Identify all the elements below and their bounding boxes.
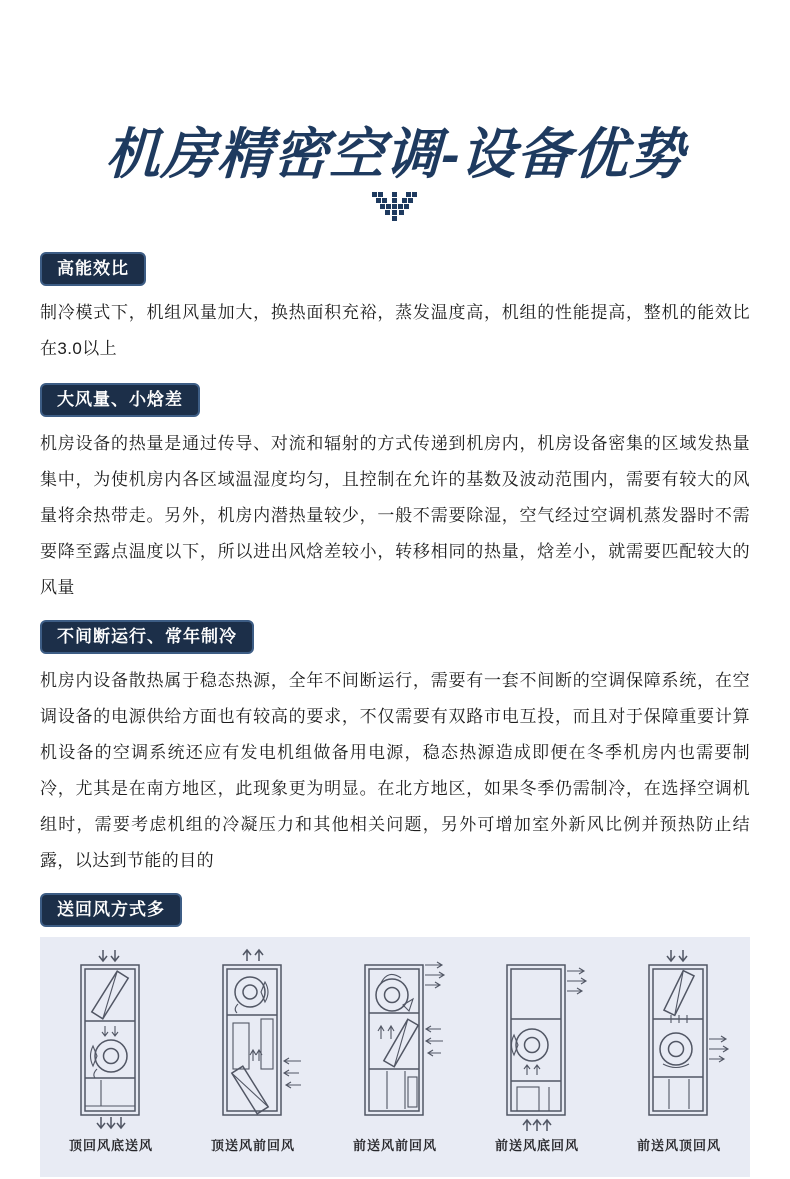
airflow-mode-label: 顶送风前回风 — [210, 1138, 295, 1153]
airflow-mode-label: 前送风顶回风 — [636, 1138, 721, 1153]
airflow-mode-figure-2 — [195, 947, 311, 1154]
section-body-energy-efficiency: 制冷模式下，机组风量加大，换热面积充裕，蒸发温度高，机组的性能提高，整机的能效比在3.0以上 — [40, 303, 750, 358]
section-large-airflow — [40, 383, 750, 606]
airflow-mode-figure-5 — [621, 947, 737, 1154]
airflow-mode-figure-4 — [479, 947, 595, 1154]
dotted-down-arrow-icon — [40, 192, 750, 222]
section-airflow-modes — [40, 893, 750, 1177]
section-badge-continuous-cooling: 不间断运行、常年制冷 — [40, 620, 254, 654]
airflow-mode-label: 前送风前回风 — [352, 1138, 437, 1153]
ac-unit-diagram-front-supply-bottom-return — [479, 947, 595, 1133]
page-title: 机房精密空调-设备优势 — [104, 123, 686, 185]
section-body-continuous-cooling: 机房内设备散热属于稳态热源，全年不间断运行，需要有一套不间断的空调保障系统，在空调设备的电源供给方面也有较高的要求，不仅需要有双路市电互投，而且对于保障重要计算机设备的空调系统还应有发电机组做备用电源，稳态热源造成即便在冬季机房内也需要制冷，尤其是在南方地区，此现象更为明显。在北方地区，如果冬季仍需制冷，在选择空调机组时，需要考虑机组的冷凝压力和其他相关问题，另外可增加室外新风比例并预热防止结露，以达到节能的目的 — [40, 671, 750, 870]
ac-unit-diagram-front-supply-top-return — [621, 947, 737, 1133]
airflow-mode-label: 顶回风底送风 — [68, 1138, 153, 1153]
section-continuous-cooling — [40, 620, 750, 879]
airflow-mode-label: 前送风底回风 — [494, 1138, 579, 1153]
section-body-large-airflow: 机房设备的热量是通过传导、对流和辐射的方式传递到机房内，机房设备密集的区域发热量集中，为使机房内各区域温湿度均匀，且控制在允许的基数及波动范围内，需要有较大的风量将余热带走。另外，机房内潜热量较少，一般不需要除湿，空气经过空调机蒸发器时不需要降至露点温度以下，所以进出风焓差较小，转移相同的热量，焓差小，就需要匹配较大的风量 — [40, 434, 750, 597]
ac-unit-diagram-top-supply-front-return — [195, 947, 311, 1133]
section-energy-efficiency — [40, 252, 750, 367]
section-badge-large-airflow: 大风量、小焓差 — [40, 383, 200, 417]
airflow-diagram-panel — [40, 937, 750, 1177]
airflow-mode-figure-1 — [53, 947, 169, 1154]
section-badge-energy-efficiency: 高能效比 — [40, 252, 146, 286]
airflow-mode-figure-3 — [337, 947, 453, 1154]
section-badge-airflow-modes: 送回风方式多 — [40, 893, 182, 927]
ac-unit-diagram-front-supply-front-return — [337, 947, 453, 1133]
ac-unit-diagram-top-return-bottom-supply — [53, 947, 169, 1133]
